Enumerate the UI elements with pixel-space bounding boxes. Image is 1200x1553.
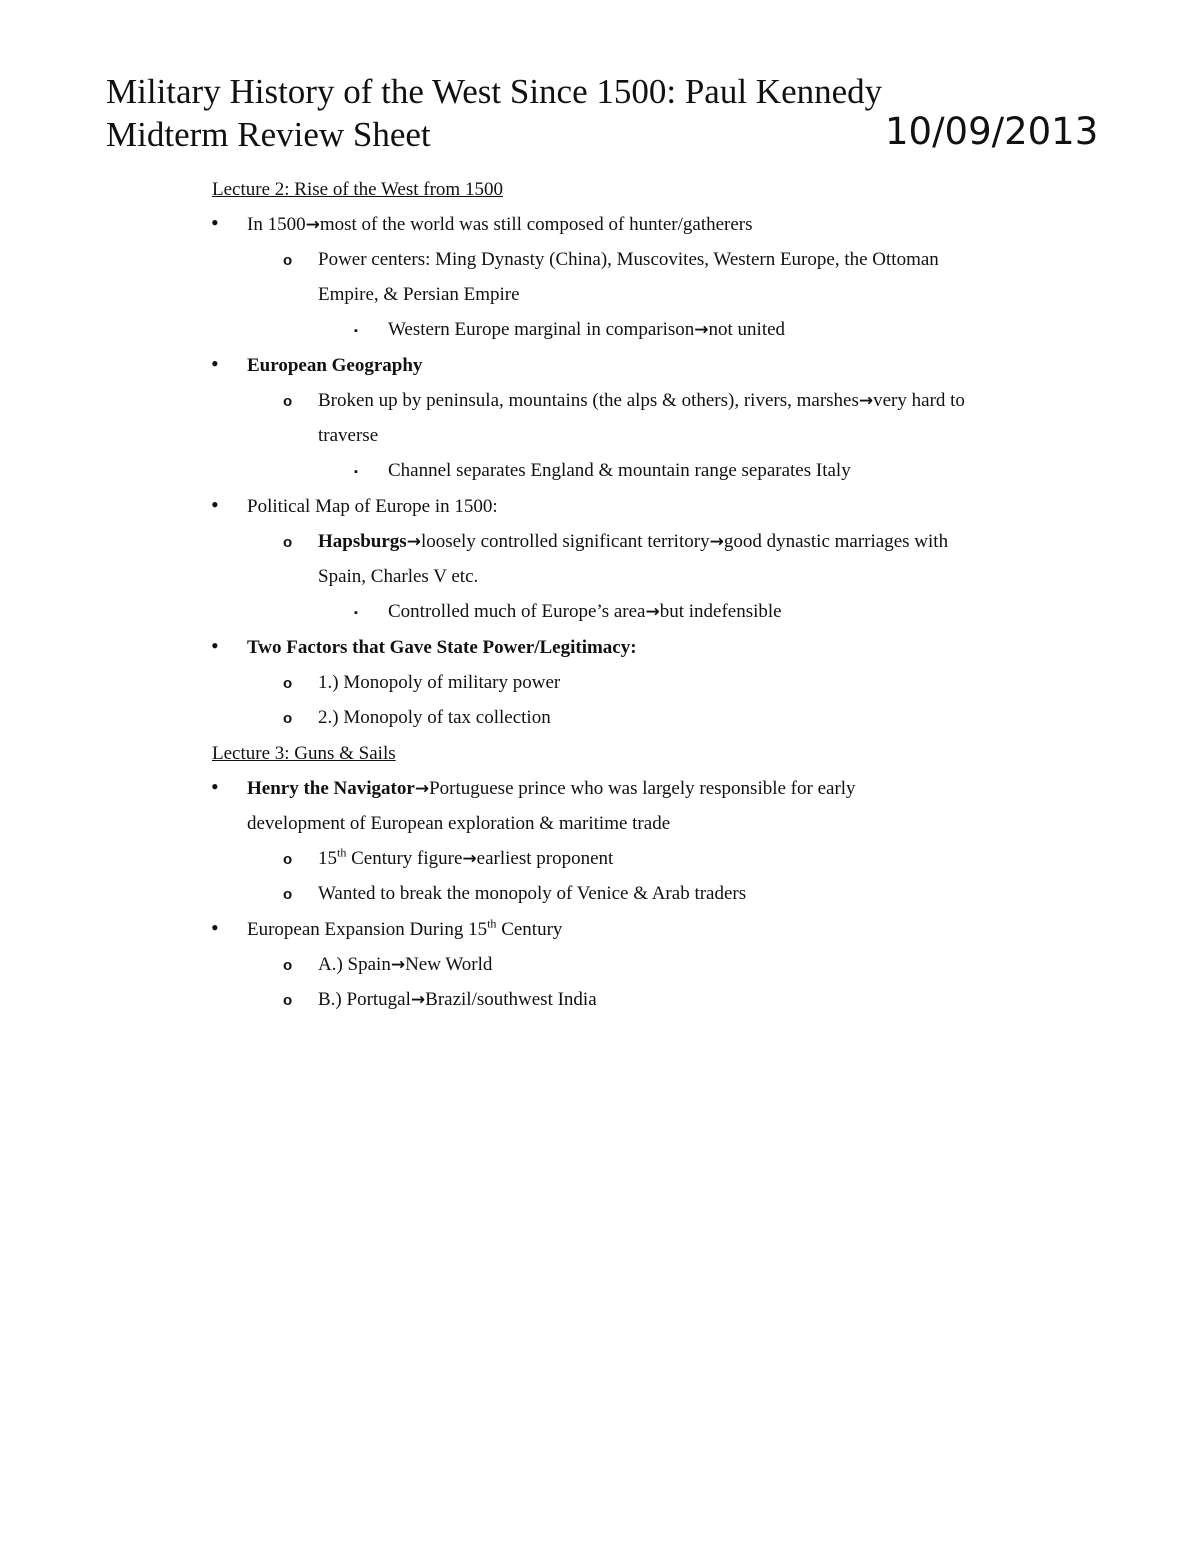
document-subtitle: Midterm Review Sheet <box>106 115 431 154</box>
arrow-icon: → <box>645 602 660 622</box>
bullet-marker: • <box>211 633 219 658</box>
list-item: European Expansion During 15th Century <box>247 916 563 940</box>
bullet-marker: • <box>211 351 219 376</box>
sub-bullet-marker: o <box>283 992 293 1009</box>
bullet-marker: • <box>211 492 219 517</box>
list-item: Political Map of Europe in 1500: <box>247 496 498 517</box>
bullet-marker: • <box>211 774 219 799</box>
list-item: Power centers: Ming Dynasty (China), Muscovites, Western Europe, the Ottoman <box>318 249 939 270</box>
list-item-continuation: development of European exploration & maritime trade <box>247 813 671 834</box>
list-item: 15th Century figure→earliest proponent <box>318 845 614 869</box>
list-item: European Geography <box>247 355 423 376</box>
arrow-icon: → <box>406 532 421 552</box>
sub-bullet-marker: o <box>283 886 293 903</box>
list-item: Channel separates England & mountain range separates Italy <box>388 460 851 481</box>
list-item-continuation: traverse <box>318 425 379 446</box>
arrow-icon: → <box>462 849 477 869</box>
sub-bullet-marker: o <box>283 534 293 551</box>
list-item: Controlled much of Europe’s area→but indefensible <box>388 601 782 622</box>
list-item: In 1500→most of the world was still composed of hunter/gatherers <box>247 214 753 235</box>
list-item: Wanted to break the monopoly of Venice & Arab traders <box>318 883 747 904</box>
list-item: 2.) Monopoly of tax collection <box>318 707 551 728</box>
section-heading-lecture-3: Lecture 3: Guns & Sails <box>212 743 396 764</box>
list-item: Hapsburgs→loosely controlled significant territory→good dynastic marriages with <box>318 531 949 552</box>
document-date: 10/09/2013 <box>885 110 1099 153</box>
arrow-icon: → <box>410 990 426 1010</box>
arrow-icon: → <box>390 955 406 975</box>
sub-sub-bullet-marker: ▪ <box>354 466 358 478</box>
list-item-continuation: Spain, Charles V etc. <box>318 566 479 587</box>
list-item: Western Europe marginal in comparison→not united <box>388 319 786 340</box>
list-item: Broken up by peninsula, mountains (the alps & others), rivers, marshes→very hard to <box>318 390 965 411</box>
section-heading-lecture-2: Lecture 2: Rise of the West from 1500 <box>212 179 503 200</box>
bullet-marker: • <box>211 210 219 235</box>
bullet-marker: • <box>211 915 219 940</box>
arrow-icon: → <box>305 215 320 235</box>
list-item-continuation: Empire, & Persian Empire <box>318 284 520 305</box>
sub-bullet-marker: o <box>283 393 293 410</box>
arrow-icon: → <box>694 320 709 340</box>
sub-bullet-marker: o <box>283 710 293 727</box>
document-title: Military History of the West Since 1500: Paul Kennedy <box>106 72 883 111</box>
list-item: 1.) Monopoly of military power <box>318 672 561 693</box>
sub-bullet-marker: o <box>283 675 293 692</box>
sub-bullet-marker: o <box>283 851 293 868</box>
list-item: Two Factors that Gave State Power/Legitimacy: <box>247 637 637 658</box>
list-item: B.) Portugal→Brazil/southwest India <box>318 989 597 1010</box>
list-item: Henry the Navigator→Portuguese prince who was largely responsible for early <box>247 778 856 799</box>
sub-sub-bullet-marker: ▪ <box>354 607 358 619</box>
sub-bullet-marker: o <box>283 957 293 974</box>
arrow-icon: → <box>414 779 430 799</box>
arrow-icon: → <box>709 532 724 552</box>
arrow-icon: → <box>858 391 874 411</box>
list-item: A.) Spain→New World <box>318 954 493 975</box>
sub-sub-bullet-marker: ▪ <box>354 325 358 337</box>
sub-bullet-marker: o <box>283 252 293 269</box>
